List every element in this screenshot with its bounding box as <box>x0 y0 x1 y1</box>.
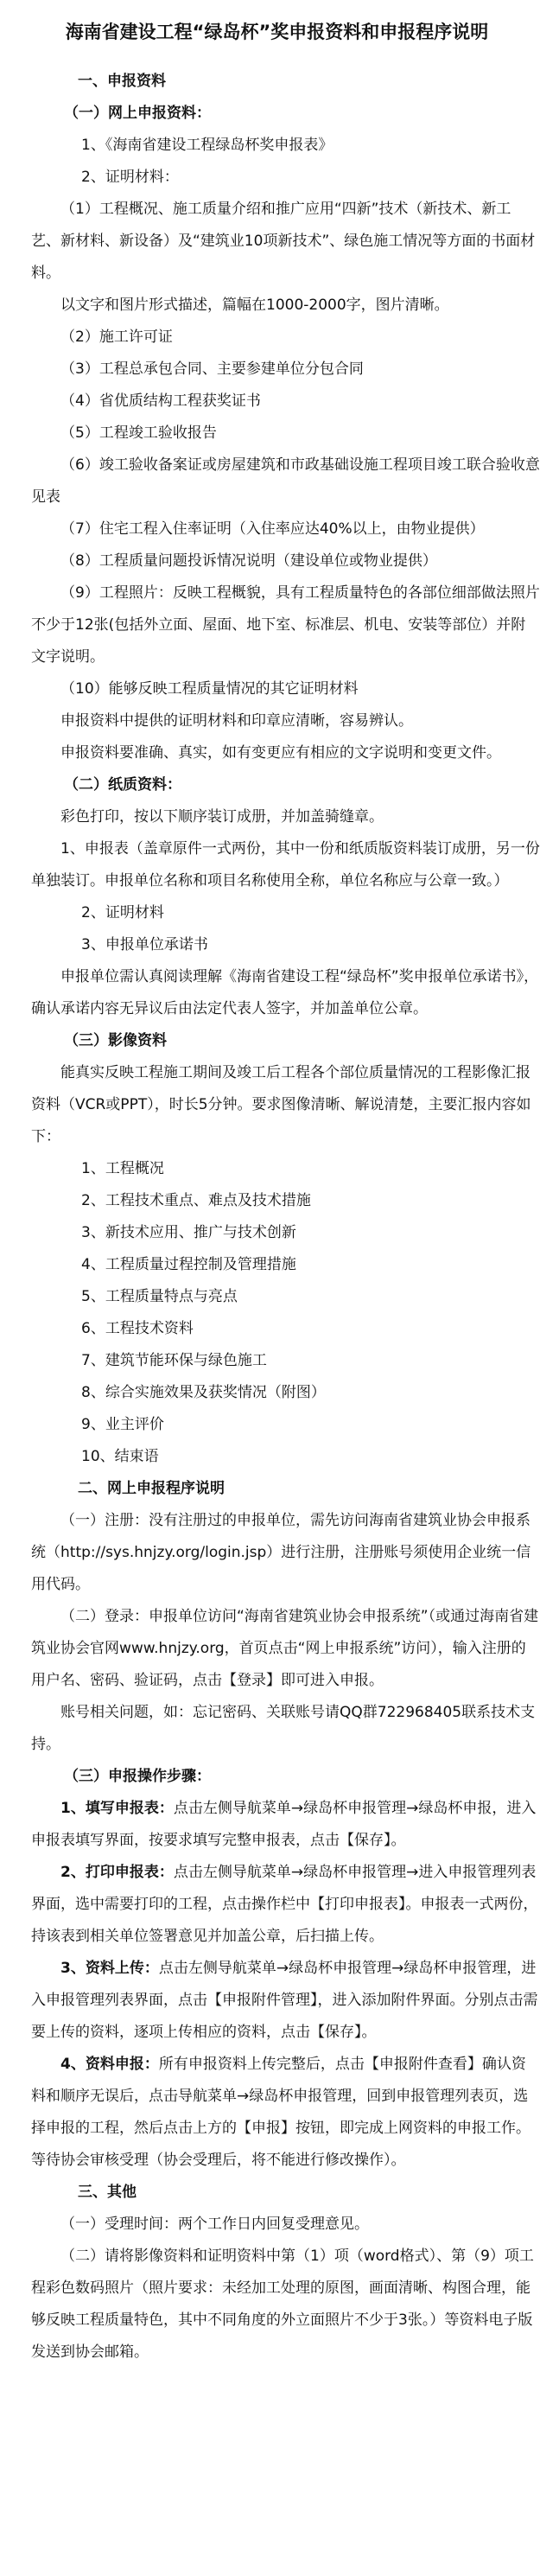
step-text: 点击左侧导航菜单→绿岛杯申报管理→绿岛杯申报，进入申报表填写界面，按要求填写完整申报表，点击【保存】。 <box>31 1800 537 1849</box>
section-heading: 三、其他 <box>78 2184 137 2201</box>
paragraph: （1）工程概况、施工质量介绍和推广应用“四新”技术（新技术、新工艺、新材料、新设备）及“建筑业10项新技术”、绿色施工情况等方面的书面材料。 <box>31 201 536 282</box>
list-item: （5）工程竣工验收报告 <box>60 424 217 442</box>
step-label: 2、打印申报表： <box>60 1864 174 1881</box>
paragraph: 1、申报表（盖章原件一式两份，其中一份和纸质版资料装订成册，另一份单独装订。申报单位名称和项目名称使用全称，单位名称应与公章一致。） <box>31 840 540 889</box>
list-item: （2）施工许可证 <box>60 328 173 346</box>
paragraph: （一）受理时间：两个工作日内回复受理意见。 <box>60 2216 369 2233</box>
list-item: 10、结束语 <box>81 1448 159 1465</box>
list-item: 2、工程技术重点、难点及技术措施 <box>81 1192 311 1209</box>
paragraph: （9）工程照片：反映工程概貌，具有工程质量特色的各部位细部做法照片不少于12张(包括外立面、屋面、地下室、标准层、机电、安装等部位）并附文字说明。 <box>31 584 540 666</box>
subsection-heading: （一）网上申报资料： <box>64 105 211 122</box>
step-paragraph <box>31 1953 540 2049</box>
paragraph: （6）竣工验收备案证或房屋建筑和市政基础设施工程项目竣工联合验收意见表 <box>31 456 540 506</box>
list-item: 2、证明材料 <box>81 904 164 921</box>
paragraph: 彩色打印，按以下顺序装订成册，并加盖骑缝章。 <box>60 808 384 826</box>
spacer <box>31 48 540 66</box>
paragraph: 以文字和图片形式描述，篇幅在1000-2000字，图片清晰。 <box>60 296 449 314</box>
subsection-heading: （二）纸质资料： <box>64 776 181 794</box>
list-item: （3）工程总承包合同、主要参建单位分包合同 <box>60 360 364 378</box>
list-item: 2、证明材料： <box>81 169 179 186</box>
list-item: 8、综合实施效果及获奖情况（附图） <box>81 1384 326 1401</box>
list-item: 4、工程质量过程控制及管理措施 <box>81 1256 296 1273</box>
list-item: 7、建筑节能环保与绿色施工 <box>81 1352 267 1369</box>
paragraph: 能真实反映工程施工期间及竣工后工程各个部位质量情况的工程影像汇报资料（VCR或PPT），时长5分钟。要求图像清晰、解说清楚，主要汇报内容如下： <box>31 1064 531 1145</box>
paragraph: （8）工程质量问题投诉情况说明（建设单位或物业提供） <box>60 552 437 570</box>
step-text: 点击左侧导航菜单→绿岛杯申报管理→绿岛杯申报管理，进入申报管理列表界面，点击【申报附件管理】，进入添加附件界面。分别点击需要上传的资料，逐项上传相应的资料，点击【保存】。 <box>31 1960 538 2041</box>
paragraph: （一）注册：没有注册过的申报单位，需先访问海南省建筑业协会申报系统（http://sys.hnjzy.org/login.jsp）进行注册，注册账号须使用企业统一信用代码。 <box>31 1512 531 1593</box>
paragraph: 申报资料中提供的证明材料和印章应清晰，容易辨认。 <box>60 712 413 730</box>
list-item: 5、工程质量特点与亮点 <box>81 1288 238 1305</box>
step-paragraph <box>31 1793 540 1857</box>
paragraph: 申报单位需认真阅读理解《海南省建设工程“绿岛杯”奖申报单位承诺书》，确认承诺内容无异议后由法定代表人签字，并加盖单位公章。 <box>31 968 539 1017</box>
list-item: 3、新技术应用、推广与技术创新 <box>81 1224 296 1241</box>
list-item: 1、《海南省建设工程绿岛杯奖申报表》 <box>81 137 333 154</box>
step-text: 点击左侧导航菜单→绿岛杯申报管理→进入申报管理列表界面，选中需要打印的工程，点击操作栏中【打印申报表】。申报表一式两份，持该表到相关单位签署意见并加盖公章，后扫描上传。 <box>31 1864 538 1945</box>
paragraph: 账号相关问题，如：忘记密码、关联账号请QQ群722968405联系技术支持。 <box>31 1704 536 1753</box>
list-item: 9、业主评价 <box>81 1416 164 1433</box>
step-label: 1、填写申报表： <box>60 1800 174 1817</box>
paragraph: （7）住宅工程入住率证明（入住率应达40%以上，由物业提供） <box>60 520 485 538</box>
step-label: 3、资料上传： <box>60 1960 159 1977</box>
subsection-heading: （三）申报操作步骤： <box>64 1768 211 1785</box>
paragraph: （二）登录：申报单位访问“海南省建筑业协会申报系统”（或通过海南省建筑业协会官网www.hnjzy.org，首页点击“网上申报系统”访问），输入注册的用户名、密码、验证码，点击【登录】即可进入申报。 <box>31 1608 539 1689</box>
subsection-heading: （三）影像资料 <box>64 1032 167 1049</box>
list-item: （4）省优质结构工程获奖证书 <box>60 392 261 410</box>
paragraph: 申报资料要准确、真实，如有变更应有相应的文字说明和变更文件。 <box>60 744 501 762</box>
page-title: 海南省建设工程“绿岛杯”奖申报资料和申报程序说明 <box>65 22 489 42</box>
step-text: 所有申报资料上传完整后，点击【申报附件查看】确认资料和顺序无误后，点击导航菜单→绿岛杯申报管理，回到申报管理列表页，选择申报的工程，然后点击上方的【申报】按钮，即完成上网资料的申报工作。等待协会审核受理（协会受理后，将不能进行修改操作）。 <box>31 2056 530 2169</box>
paragraph: （10）能够反映工程质量情况的其它证明材料 <box>60 680 359 698</box>
step-paragraph <box>31 2049 540 2177</box>
list-item: 6、工程技术资料 <box>81 1320 194 1337</box>
step-paragraph <box>31 1857 540 1953</box>
section-heading: 一、申报资料 <box>78 73 166 90</box>
list-item: 1、工程概况 <box>81 1160 164 1177</box>
paragraph: （二）请将影像资料和证明资料中第（1）项（word格式）、第（9）项工程彩色数码照片（照片要求：未经加工处理的原图，画面清晰、构图合理，能够反映工程质量特色，其中不同角度的外立面照片不少于3张。）等资料电子版发送到协会邮箱。 <box>31 2248 534 2361</box>
section-heading: 二、网上申报程序说明 <box>78 1480 225 1497</box>
list-item: 3、申报单位承诺书 <box>81 936 208 953</box>
step-label: 4、资料申报： <box>60 2056 159 2073</box>
